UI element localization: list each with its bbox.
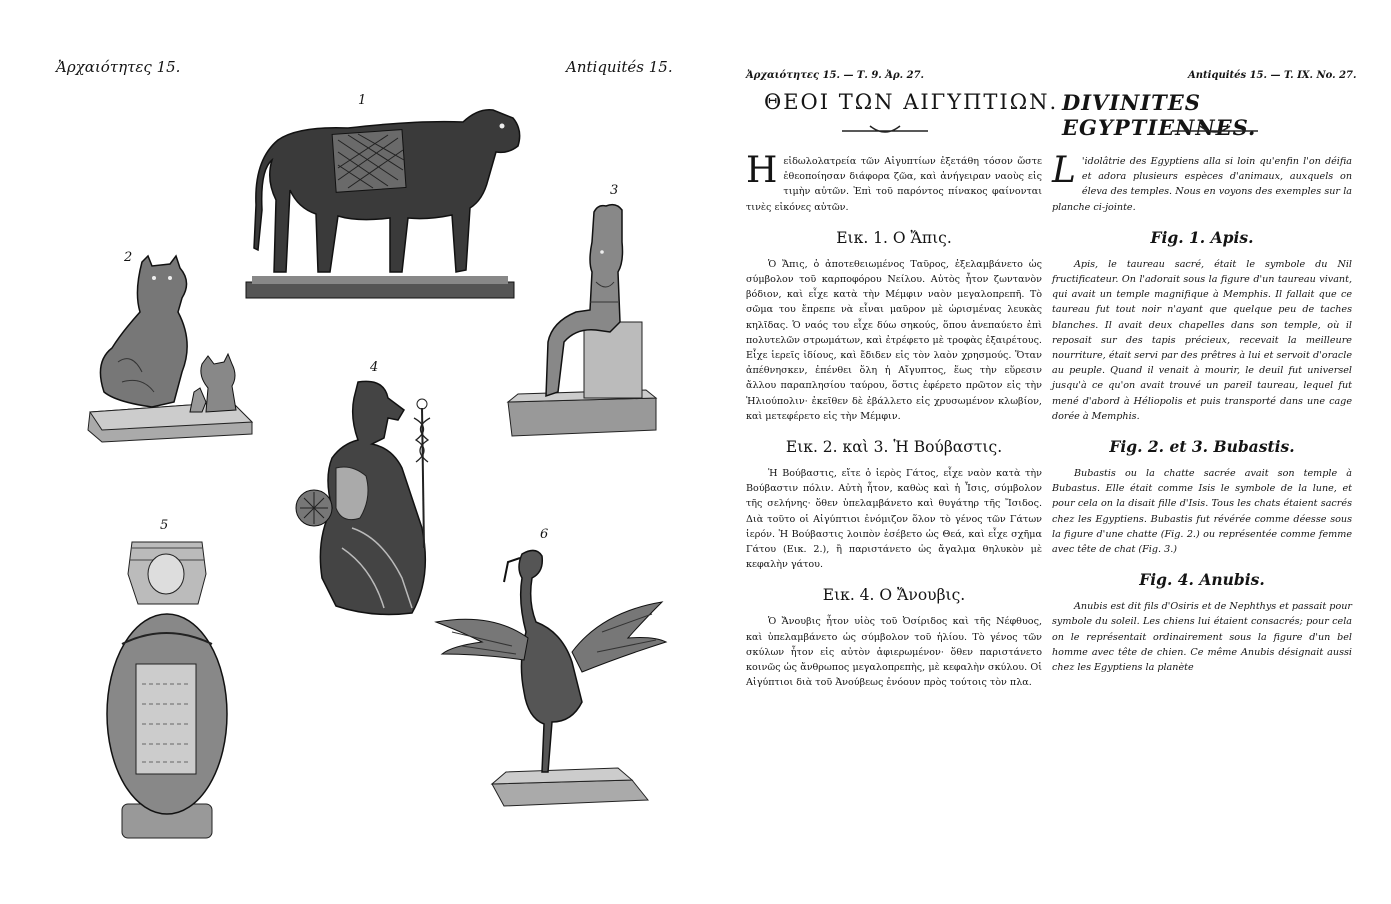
greek-section-text-apis: Ὁ Ἄπις, ὁ ἀποτεθειωμένος Ταῦρος, ἐξελαμβάνετο ὡς σύμβολον τοῦ καρποφόρου Νείλου. Αὐτὸς ἦτον ζωντανὸν βόδιον, καὶ εἶχε κατὰ τὴν Μέμφιν ναὸν μεγαλοπρεπῆ. Τὸ σῶμα του ἔπρεπε νὰ εἶναι μαῦρον μὲ ὡρισμένας λευκὰς κηλῖδας. Ὁ ναός του εἶχε δύω σηκούς, ὅπου ἀνεπαύετο ἐπὶ πολυτελῶν στρωμάτων, καὶ ἐτρέφετο μὲ τροφὰς ἐξαιρέτους. Εἶχε ἱερεῖς ἰδίους, καὶ ἔδιδεν εἰς τὸν λαὸν χρησμούς. Ὅταν ἀπέθνησκεν, ἐπένθει ὅλη ἡ Αἴγυπτος, ἕως τὴν εὕρεσιν ἄλλου παραπλησίου ταύρου, ὅστις ἐφέρετο πρῶτον εἰς τὴν Ἡλιούπολιν· ἐκεῖθεν δὲ ἐβάλλετο εἰς χρυσωμένον κλωβίον, καὶ μετεφέρετο εἰς τὴν Μέμφιν.	[746, 258, 1042, 422]
figure-number-3: 3	[610, 183, 619, 198]
title-greek: ΘΕΟΙ ΤΩΝ ΑΙΓΥΠΤΙΩΝ.	[764, 90, 1059, 114]
right-page-text	[700, 0, 1391, 904]
greek-section-text-bubastis: Ἡ Βούβαστις, εἴτε ὁ ἱερὸς Γάτος, εἶχε ναὸν κατὰ τὴν Βούβαστιν πόλιν. Αὐτὴ ἦτον, καθὼς καὶ ἡ Ἶσις, σύμβολον τῆς σελήνης· ὅθεν ὑπελαμβάνετο καὶ θυγάτηρ τῆς Ἴσιδος. Διὰ τοῦτο οἱ Αἰγύπτιοι ἐνόμιζον ὅλον τὸ γένος τῶν Γάτων ἱερόν. Ἡ Βούβαστις λοιπὸν ἐσέβετο ὡς Θεά, καὶ εἶχε σχῆμα Γάτου (Εικ. 2.), ἢ παριστάνετο ὡς ἄγαλμα θηλυκὸν μὲ κεφαλὴν γάτου.	[746, 468, 1042, 571]
french-section-title-apis: Fig. 1. Apis.	[1150, 227, 1254, 247]
greek-intro-text: εἰδωλολατρεία τῶν Αἰγυπτίων ἐξετάθη τόσον ὥστε ἐθεοποίησαν διάφορα ζῶα, καὶ ἀνήγειραν ναοὺς εἰς τιμὴν αὐτῶν. Ἐπὶ τοῦ παρόντος πίνακος φαίνονται τινὲς εἰκόνες αὐτῶν.	[746, 156, 1042, 213]
greek-intro	[746, 150, 1042, 215]
greek-section-title-anubis: Εικ. 4. Ο Ἄνουβις.	[822, 586, 966, 605]
greek-section-title-apis: Εικ. 1. Ο Ἄπις.	[836, 228, 952, 247]
french-section-text-apis: Apis, le taureau sacré, était le symbole du Nil fructificateur. On l'adorait sous la figure d'un taureau vivant, qui avait un temple magnifique à Memphis. Il fallait que ce taureau fut tout noir n'ayant que quelque peu de taches blanches. Il avait deux chapelles dans son temple, où il reposait sur des tapis précieux, recevait la meilleure nourriture, était servi par des prêtres à lui et servoit d'oracle au peuple. Quand il venait à mourir, le deuil fut universel jusqu'à ce qu'on avait trouvé un pareil taureau, lequel fut mené d'abord à Héliopolis et puis transporté dans une cage dorée à Memphis.	[1052, 258, 1352, 422]
figure-sarcophagus	[102, 534, 232, 844]
figure-number-5: 5	[160, 518, 169, 533]
french-section-text-anubis: Anubis est dit fils d'Osiris et de Nephthys et passait pour symbole du soleil. Les chiens lui étaient consacrés; pour cela on le représentait ordinairement sous la figure d'un bel homme avec tête de chien. Ce même Anubis désignait aussi chez les Egyptiens la planète	[1052, 601, 1352, 674]
figure-number-4: 4	[370, 360, 379, 375]
greek-section-text-anubis: Ὁ Ἄνουβις ἦτον υἱὸς τοῦ Ὀσίριδος καὶ τῆς Νέφθυος, καὶ ὑπελαμβάνετο ὡς σύμβολον τοῦ ἡλίου. Τὸ γένος τῶν σκύλων ἦτον εἰς αὐτὸν ἀφιερωμένον· ὅθεν παριστάνετο κοινῶς ὡς ἄνθρωπος μεγαλοπρεπὴς, μὲ κεφαλὴν σκύλου. Οἱ Αἰγύπτιοι διὰ τοῦ Ἀνούβεως ἐνόουν πρὸς τούτοις τὸν πλα.	[746, 616, 1042, 689]
french-section-text-bubastis: Bubastis ou la chatte sacrée avait son temple à Bubastus. Elle était comme Isis le symbole de la lune, et pour cela on la disait fille d'Isis. Tous les chats étaient sacrés chez les Egyptiens. Bubastis fut révérée comme déesse sous la figure d'une chatte (Fig. 2.) ou représentée comme femme avec tête de chat (Fig. 3.)	[1052, 468, 1352, 556]
french-intro-text: 'idolâtrie des Egyptiens alla si loin qu'enfin l'on déifia et adora plusieurs espèces d'animaux, auxquels on éleva des temples. Nous en voyons des exemples sur la planche ci-jointe.	[1052, 156, 1352, 213]
figure-number-2: 2	[124, 250, 133, 265]
right-header-greek: Ἀρχαιότητες 15. — Τ. 9. Ἀρ. 27.	[746, 70, 925, 81]
left-header-french: Antiquités 15.	[566, 58, 673, 76]
french-dropcap: L	[1052, 150, 1076, 191]
left-header-greek: Ἀρχαιότητες 15.	[56, 58, 181, 76]
french-section-title-bubastis: Fig. 2. et 3. Bubastis.	[1109, 437, 1295, 457]
right-header-french: Antiquités 15. — T. IX. No. 27.	[1188, 70, 1357, 81]
title-french: DIVINITES EGYPTIENNES.	[1062, 90, 1257, 140]
figure-ibis	[432, 542, 672, 812]
figure-bubastis-cat	[82, 252, 262, 452]
french-column	[1052, 150, 1352, 675]
french-intro	[1052, 150, 1352, 215]
greek-section-title-bubastis: Εικ. 2. καὶ 3. Ἡ Βούβαστις.	[785, 438, 1003, 457]
title-ornament-greek	[840, 122, 930, 140]
greek-column	[746, 150, 1042, 690]
greek-dropcap: Η	[746, 150, 778, 191]
title-ornament-french	[1170, 122, 1260, 140]
figure-number-6: 6	[540, 527, 549, 542]
figure-seated-bubastis	[506, 202, 666, 447]
figure-apis-bull	[238, 90, 538, 305]
french-section-title-anubis: Fig. 4. Anubis.	[1139, 570, 1265, 590]
figure-number-1: 1	[358, 93, 367, 108]
